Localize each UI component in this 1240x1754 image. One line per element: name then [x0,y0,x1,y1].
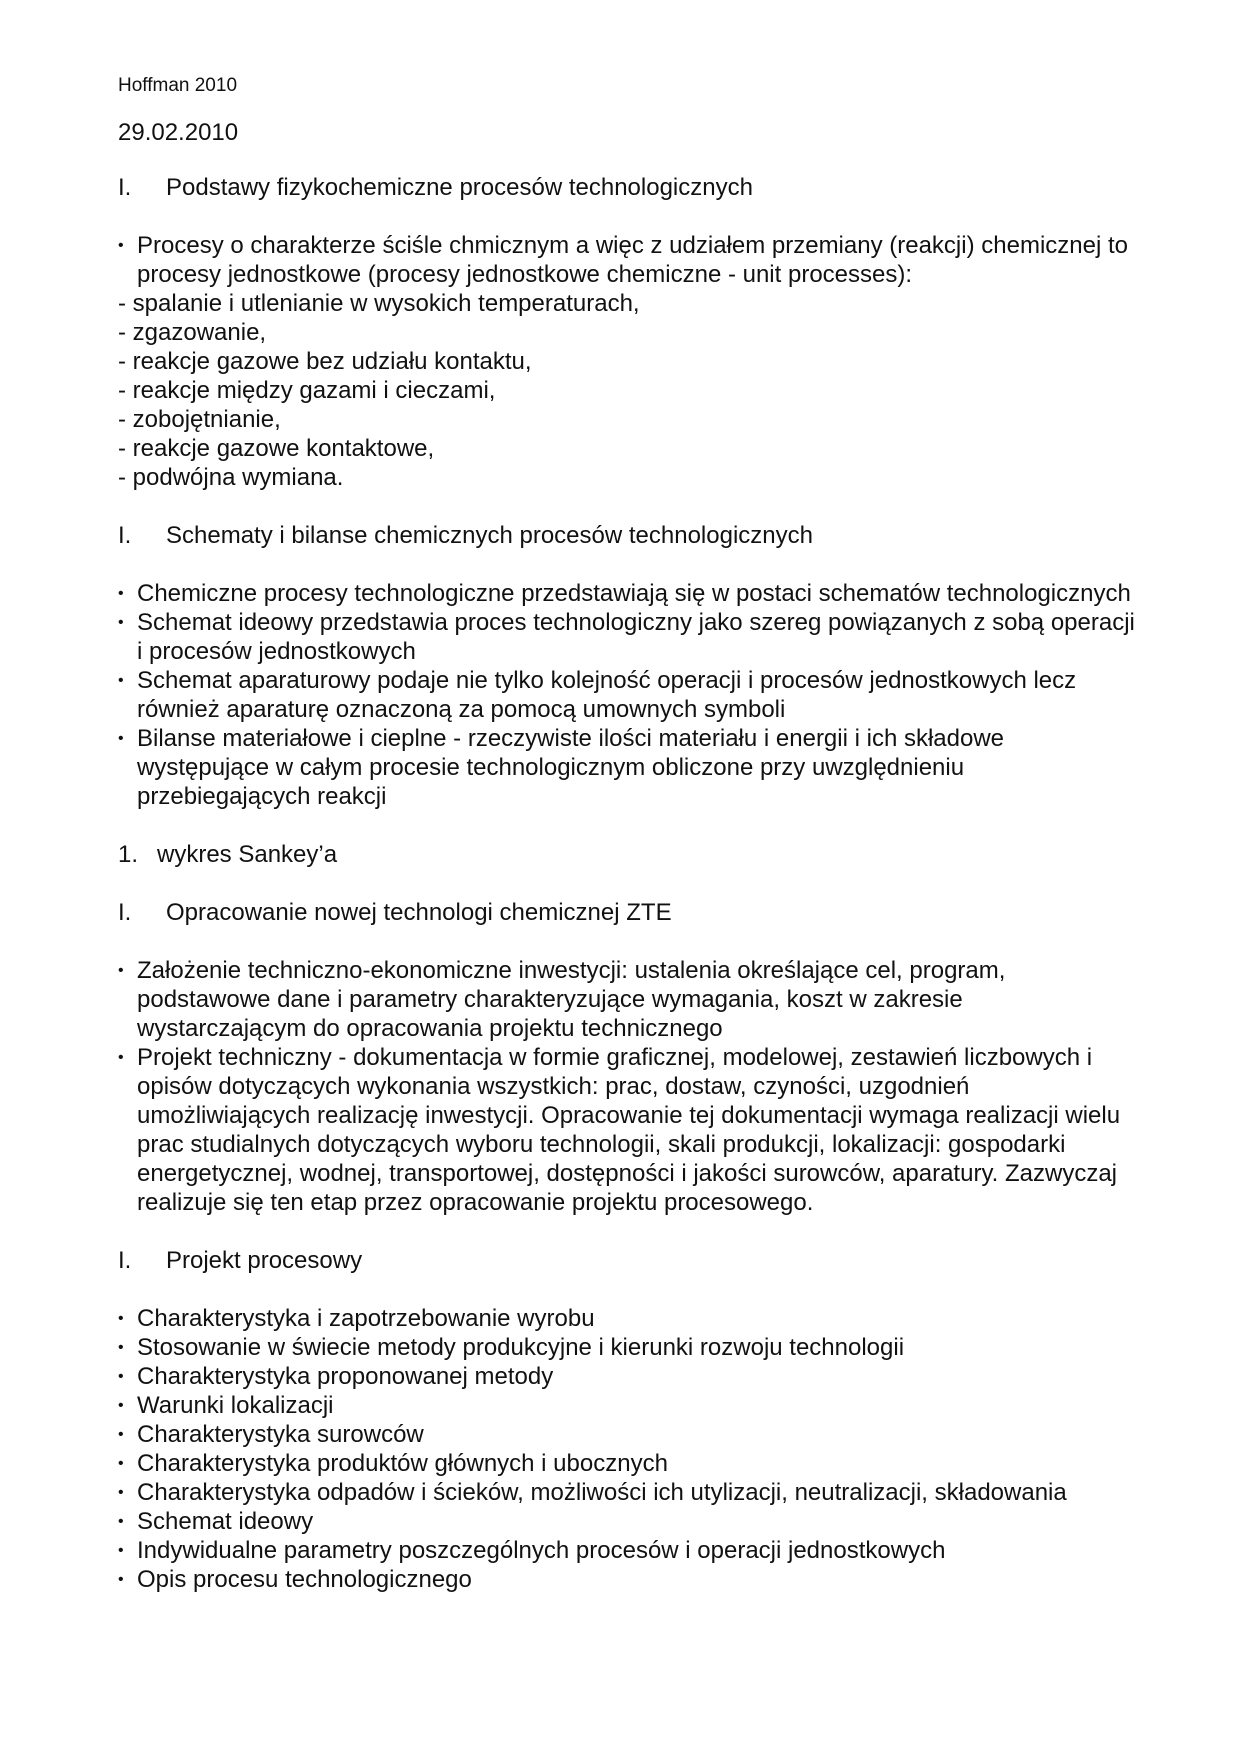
bullet-item: • Bilanse materiałowe i cieplne - rzeczywiste ilości materiału i energii i ich składowe występujące w całym procesie technologicznym obliczone przy uwzględnieniu przebiegających reakcji [118,724,1138,811]
bullet-item: • Stosowanie w świecie metody produkcyjne i kierunki rozwoju technologii [118,1333,1138,1362]
dash-list [118,289,1138,492]
section-heading [118,1246,1138,1275]
author-line: Hoffman 2010 [118,75,238,96]
numbered-item [118,840,1138,869]
section-title: Opracowanie nowej technologi chemicznej ZTE [166,899,672,926]
dash-item: - podwójna wymiana. [118,464,344,491]
section-title: Schematy i bilanse chemicznych procesów technologicznych [166,522,813,549]
bullet-item: • Charakterystyka produktów głównych i ubocznych [118,1449,1138,1478]
section-heading [118,173,1138,202]
bullet-item: • Charakterystyka proponowanej metody [118,1362,1138,1391]
dash-item: - reakcje między gazami i cieczami, [118,377,496,404]
bullet-item: • Schemat ideowy przedstawia proces technologiczny jako szereg powiązanych z sobą operacji i procesów jednostkowych [118,608,1138,666]
section-number: I. [118,1247,132,1274]
bullet-list [118,579,1138,811]
dash-item: - spalanie i utlenianie w wysokich temperaturach, [118,290,640,317]
bullet-item: • Charakterystyka i zapotrzebowanie wyrobu [118,1304,1138,1333]
section-heading [118,898,1138,927]
bullet-list [118,1304,1138,1594]
document-date: 29.02.2010 [118,119,239,146]
document-body [118,173,1138,1594]
bullet-list [118,956,1138,1217]
item-text: wykres Sankey’a [157,841,338,868]
bullet-item: • Charakterystyka odpadów i ścieków, możliwości ich utylizacji, neutralizacji, składowania [118,1478,1138,1507]
bullet-item: • Warunki lokalizacji [118,1391,1138,1420]
bullet-list [118,231,1138,289]
bullet-item: • Chemiczne procesy technologiczne przedstawiają się w postaci schematów technologicznych [118,579,1138,608]
bullet-item: • Projekt techniczny - dokumentacja w formie graficznej, modelowej, zestawień liczbowych i opisów dotyczących wykonania wszystkich: prac, dostaw, czyności, uzgodnień umożliwiających realizację inwestycji. Opracowanie tej dokumentacji wymaga realizacji wielu prac studialnych dotyczących wyboru technologii, skali produkcji, lokalizacji: gospodarki energetycznej, wodnej, transportowej, dostępności i jakości surowców, aparatury. Zazwyczaj realizuje się ten etap przez opracowanie projektu procesowego. [118,1043,1138,1217]
section-number: I. [118,522,132,549]
dash-item: - reakcje gazowe bez udziału kontaktu, [118,348,532,375]
section-number: I. [118,899,132,926]
bullet-item: • Założenie techniczno-ekonomiczne inwestycji: ustalenia określające cel, program, podstawowe dane i parametry charakteryzujące wymagania, koszt w zakresie wystarczającym do opracowania projektu technicznego [118,956,1138,1043]
bullet-item: • Opis procesu technologicznego [118,1565,1138,1594]
section-title: Podstawy fizykochemiczne procesów technologicznych [166,174,753,201]
dash-item: - zobojętnianie, [118,406,281,433]
section-number: I. [118,174,132,201]
section-heading [118,521,1138,550]
item-number: 1. [118,841,139,868]
bullet-item: • Schemat ideowy [118,1507,1138,1536]
dash-item: - reakcje gazowe kontaktowe, [118,435,435,462]
dash-item: - zgazowanie, [118,319,267,346]
bullet-item: • Schemat aparaturowy podaje nie tylko kolejność operacji i procesów jednostkowych lecz również aparaturę oznaczoną za pomocą umownych symboli [118,666,1138,724]
section-title: Projekt procesowy [166,1247,363,1274]
bullet-item: • Indywidualne parametry poszczególnych procesów i operacji jednostkowych [118,1536,1138,1565]
bullet-item: • Charakterystyka surowców [118,1420,1138,1449]
bullet-item: • Procesy o charakterze ściśle chmicznym a więc z udziałem przemiany (reakcji) chemicznej to procesy jednostkowe (procesy jednostkowe chemiczne - unit processes): [118,231,1138,289]
